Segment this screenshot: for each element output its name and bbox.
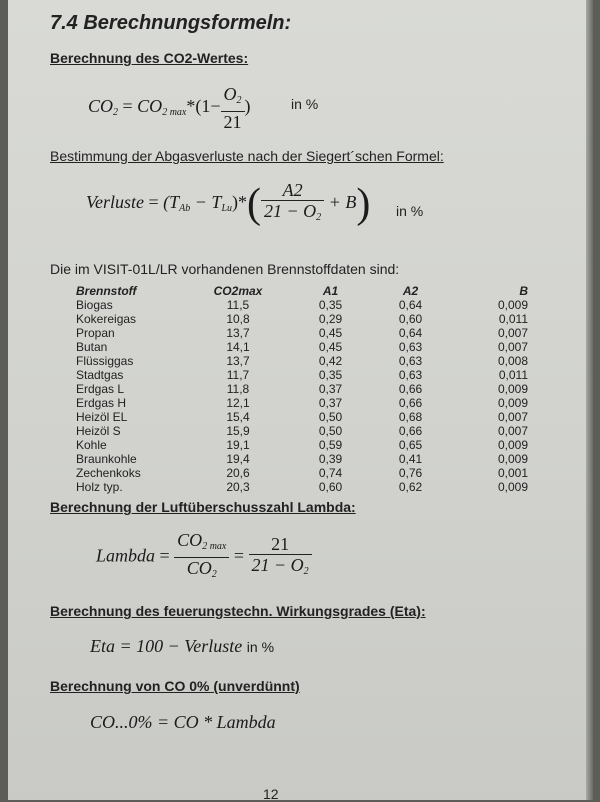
co2-fraction <box>221 84 245 132</box>
co2-frac-den: 21 <box>223 112 242 132</box>
loss-formula <box>86 180 370 228</box>
fuel-a2-cell: 0,66 <box>398 424 423 438</box>
fuel-name-cell: Kohle <box>76 438 107 452</box>
fuel-intro: Die im VISIT-01L/LR vorhandenen Brennstoffdaten sind: <box>50 261 400 277</box>
loss-open: (T <box>163 192 180 213</box>
fuel-table <box>76 284 532 494</box>
table-row <box>76 438 532 452</box>
page-number: 12 <box>263 786 279 802</box>
co2-frac-num-sub: 2 <box>236 95 242 106</box>
fuel-a1-cell: 0,50 <box>318 410 343 424</box>
fuel-a2-cell: 0,65 <box>398 438 423 452</box>
fuel-a2-cell: 0,64 <box>398 326 423 340</box>
co2-close: ) <box>244 96 251 117</box>
fuel-co2max-cell: 19,1 <box>226 438 250 452</box>
co2-formula <box>88 84 251 132</box>
table-row <box>76 424 532 438</box>
fuel-a1-cell: 0,39 <box>318 452 343 466</box>
fuel-b-cell: 0,008 <box>497 354 528 368</box>
table-row <box>76 340 532 354</box>
lambda-lhs: Lambda <box>96 545 156 566</box>
fuel-co2max-cell: 14,1 <box>226 340 250 354</box>
co2-lhs-sub: 2 <box>113 107 119 119</box>
fuel-a2-cell: 0,66 <box>398 382 423 396</box>
fuel-a2-cell: 0,62 <box>398 480 423 494</box>
loss-frac-den: 21 − O <box>264 201 317 221</box>
fuel-name-cell: Erdgas L <box>76 382 125 396</box>
loss-plus-b: + B <box>328 192 357 213</box>
lambda-f1-den: CO <box>186 558 212 578</box>
table-row <box>76 480 532 494</box>
co2-rhs-var: CO <box>137 96 163 117</box>
lambda-f1-num: CO <box>177 530 203 550</box>
fuel-b-cell: 0,007 <box>497 424 528 438</box>
fuel-co2max-cell: 13,7 <box>226 354 250 368</box>
fuel-a2-cell: 0,60 <box>398 312 423 326</box>
loss-big-paren-close: ) <box>356 181 371 227</box>
table-row <box>76 466 532 480</box>
co2-frac-num: O <box>223 84 237 104</box>
loss-eq: = <box>148 192 159 213</box>
fuel-name-cell: Heizöl S <box>76 424 121 438</box>
fuel-a1-cell: 0,29 <box>318 312 343 326</box>
eta-unit: in % <box>246 639 275 655</box>
fuel-a2-cell: 0,63 <box>398 354 423 368</box>
lambda-formula <box>96 530 312 585</box>
table-row <box>76 368 532 382</box>
fuel-a2-cell: 0,64 <box>398 298 423 312</box>
fuel-a1-cell: 0,35 <box>318 298 343 312</box>
co2-unit: in % <box>291 96 319 112</box>
section-title: 7.4 Berechnungsformeln: <box>50 12 292 34</box>
lambda-fraction-2 <box>249 534 312 582</box>
fuel-co2max-cell: 11,5 <box>226 298 250 312</box>
co2-eq: = <box>122 96 133 117</box>
fuel-b-cell: 0,009 <box>497 452 528 466</box>
fuel-b-cell: 0,011 <box>498 312 528 326</box>
fuel-b-cell: 0,009 <box>497 382 528 396</box>
fuel-co2max-cell: 11,8 <box>226 382 250 396</box>
fuel-b-cell: 0,001 <box>497 466 528 480</box>
fuel-co2max-cell: 10,8 <box>226 312 250 326</box>
page-edge-shadow <box>586 0 593 800</box>
fuel-a2-cell: 0,76 <box>398 466 423 480</box>
loss-big-paren-open: ( <box>247 181 262 227</box>
loss-frac-num: A2 <box>261 180 324 201</box>
fuel-a1-cell: 0,74 <box>318 466 343 480</box>
table-row <box>76 326 532 340</box>
fuel-b-cell: 0,009 <box>497 438 528 452</box>
fuel-name-cell: Braunkohle <box>76 452 137 466</box>
eta-formula <box>90 636 274 657</box>
fuel-a1-cell: 0,35 <box>318 368 343 382</box>
co0-formula: CO...0% = CO * Lambda <box>90 712 276 732</box>
fuel-name-cell: Propan <box>76 326 115 340</box>
fuel-name-cell: Kokereigas <box>76 312 137 326</box>
fuel-a1-cell: 0,37 <box>318 382 343 396</box>
fuel-a1-cell: 0,50 <box>318 424 343 438</box>
fuel-a1-cell: 0,45 <box>318 340 343 354</box>
loss-minus: − T <box>190 192 222 213</box>
eta-lhs: Eta <box>90 636 115 656</box>
fuel-name-cell: Holz typ. <box>76 480 123 494</box>
lambda-f1-den-sub: 2 <box>211 569 217 580</box>
fuel-a1-cell: 0,59 <box>318 438 343 452</box>
fuel-a2-cell: 0,63 <box>398 368 423 382</box>
table-row <box>76 396 532 410</box>
loss-lhs: Verluste <box>86 192 144 213</box>
col-header-b: B <box>519 284 528 298</box>
col-header-co2max: CO2max <box>213 284 263 298</box>
loss-heading: Bestimmung der Abgasverluste nach der Siegert´schen Formel: <box>50 148 444 164</box>
fuel-name-cell: Erdgas H <box>76 396 127 410</box>
fuel-name-cell: Butan <box>76 340 108 354</box>
document-page <box>8 0 593 800</box>
fuel-a2-cell: 0,63 <box>398 340 423 354</box>
lambda-eq: = <box>159 545 170 566</box>
lambda-fraction-1 <box>174 530 229 585</box>
fuel-co2max-cell: 12,1 <box>226 396 250 410</box>
co2-rhs-sub: 2 max <box>162 107 187 119</box>
table-row <box>76 410 532 424</box>
fuel-a1-cell: 0,45 <box>318 326 343 340</box>
fuel-table-header <box>76 284 532 298</box>
table-row <box>76 354 532 368</box>
fuel-b-cell: 0,009 <box>497 396 528 410</box>
loss-t1-sub: Ab <box>179 203 191 215</box>
fuel-b-cell: 0,011 <box>498 368 528 382</box>
co2-lhs: CO <box>88 96 114 117</box>
table-row <box>76 298 532 312</box>
loss-frac-den-sub: 2 <box>316 212 322 223</box>
fuel-a2-cell: 0,68 <box>398 410 423 424</box>
lambda-f2-den: 21 − O <box>251 554 304 575</box>
fuel-b-cell: 0,007 <box>497 410 528 424</box>
lambda-f1-num-sub: 2 max <box>202 541 227 552</box>
lambda-eq2: = <box>233 545 245 566</box>
fuel-b-cell: 0,009 <box>497 480 528 494</box>
lambda-heading: Berechnung der Luftüberschusszahl Lambda: <box>50 499 356 515</box>
fuel-name-cell: Stadtgas <box>76 368 124 382</box>
table-row <box>76 382 532 396</box>
fuel-co2max-cell: 15,4 <box>226 410 250 424</box>
col-header-brennstoff: Brennstoff <box>76 284 137 298</box>
fuel-co2max-cell: 20,6 <box>226 466 250 480</box>
fuel-a1-cell: 0,37 <box>318 396 343 410</box>
lambda-f2-num: 21 <box>249 534 312 555</box>
fuel-co2max-cell: 19,4 <box>226 452 250 466</box>
fuel-co2max-cell: 20,3 <box>226 480 250 494</box>
fuel-name-cell: Biogas <box>76 298 113 312</box>
fuel-co2max-cell: 15,9 <box>226 424 250 438</box>
loss-t2-sub: Lu <box>221 203 233 215</box>
eta-heading: Berechnung des feuerungstechn. Wirkungsgrades (Eta): <box>50 603 426 619</box>
lambda-f2-den-sub: 2 <box>303 565 309 577</box>
fuel-co2max-cell: 13,7 <box>226 326 250 340</box>
fuel-a1-cell: 0,60 <box>318 480 343 494</box>
table-row <box>76 452 532 466</box>
fuel-name-cell: Heizöl EL <box>76 410 128 424</box>
fuel-b-cell: 0,007 <box>497 326 528 340</box>
fuel-a2-cell: 0,41 <box>398 452 423 466</box>
col-header-a2: A2 <box>402 284 419 298</box>
loss-unit: in % <box>396 203 424 219</box>
fuel-co2max-cell: 11,7 <box>226 368 250 382</box>
fuel-name-cell: Zechenkoks <box>76 466 141 480</box>
co2-heading: Berechnung des CO2-Wertes: <box>50 50 249 66</box>
co2-mul-open: *(1− <box>186 96 221 117</box>
fuel-name-cell: Flüssiggas <box>76 354 134 368</box>
eta-rhs: = 100 − Verluste <box>119 636 243 656</box>
fuel-b-cell: 0,007 <box>497 340 528 354</box>
co0-heading: Berechnung von CO 0% (unverdünnt) <box>50 678 300 694</box>
fuel-a2-cell: 0,66 <box>398 396 423 410</box>
loss-fraction <box>261 180 324 228</box>
table-row <box>76 312 532 326</box>
fuel-a1-cell: 0,42 <box>318 354 343 368</box>
loss-close-mul: )* <box>232 192 248 213</box>
col-header-a1: A1 <box>322 284 339 298</box>
fuel-b-cell: 0,009 <box>497 298 528 312</box>
